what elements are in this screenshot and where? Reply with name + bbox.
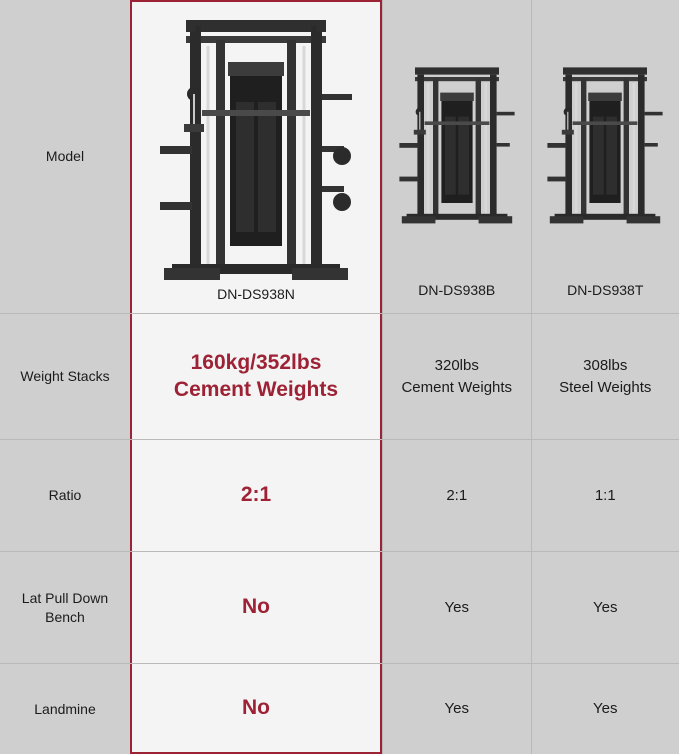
weight-stacks-value-featured [130,314,382,439]
ratio-b-line1: 2:1 [446,486,468,504]
landmine-t-line1: Yes [593,700,618,718]
weight-stacks-featured-line1: 160kg/352lbs [190,350,322,374]
table-row-ratio [0,440,679,552]
lat-pull-down-value-b [382,552,531,663]
ratio-value-b [382,440,531,551]
lat-pull-down-value-t [531,552,679,663]
lat-pull-down-b-line1: Yes [444,598,469,616]
weight-stacks-value-t [531,314,679,439]
table-row-weight-stacks [0,314,679,440]
smith-machine-icon [156,6,356,286]
row-label-weight-stacks: Weight Stacks [0,314,130,439]
ratio-value-featured [130,440,382,551]
ratio-featured-line1: 2:1 [240,483,272,507]
ratio-value-t [531,440,679,551]
weight-stacks-value-b [382,314,531,439]
product-cell-b [382,0,531,313]
lat-pull-down-featured-line1: No [242,595,270,619]
product-name-t: DN-DS938T [567,282,644,299]
product-cell-t [531,0,679,313]
row-label-model: Model [0,0,130,313]
row-label-landmine: Landmine [0,664,130,754]
weight-stacks-t-line1: 308lbs [583,356,628,374]
weight-stacks-featured-line2: Cement Weights [173,377,339,401]
landmine-value-b [382,664,531,754]
product-image-t [532,4,679,281]
landmine-b-line1: Yes [444,700,469,718]
product-name-b: DN-DS938B [418,282,496,299]
lat-pull-down-t-line1: Yes [593,598,618,616]
table-row-lat-pull-down-bench [0,552,679,664]
product-image-featured [132,6,380,286]
lat-pull-down-value-featured [130,552,382,663]
landmine-value-t [531,664,679,754]
weight-stacks-b-line1: 320lbs [434,356,479,374]
table-row-model [0,0,679,314]
smith-machine-icon [397,43,517,243]
smith-machine-icon [545,43,665,243]
table-row-landmine [0,664,679,754]
weight-stacks-b-line2: Cement Weights [401,378,513,396]
row-label-lat-pull-down-bench: Lat Pull Down Bench [0,552,130,663]
product-image-b [383,4,531,281]
row-label-ratio: Ratio [0,440,130,551]
landmine-value-featured [130,664,382,754]
landmine-featured-line1: No [242,695,270,719]
product-name-featured: DN-DS938N [217,286,295,302]
weight-stacks-t-line2: Steel Weights [559,378,652,396]
ratio-t-line1: 1:1 [594,486,616,504]
product-cell-featured [130,0,382,313]
